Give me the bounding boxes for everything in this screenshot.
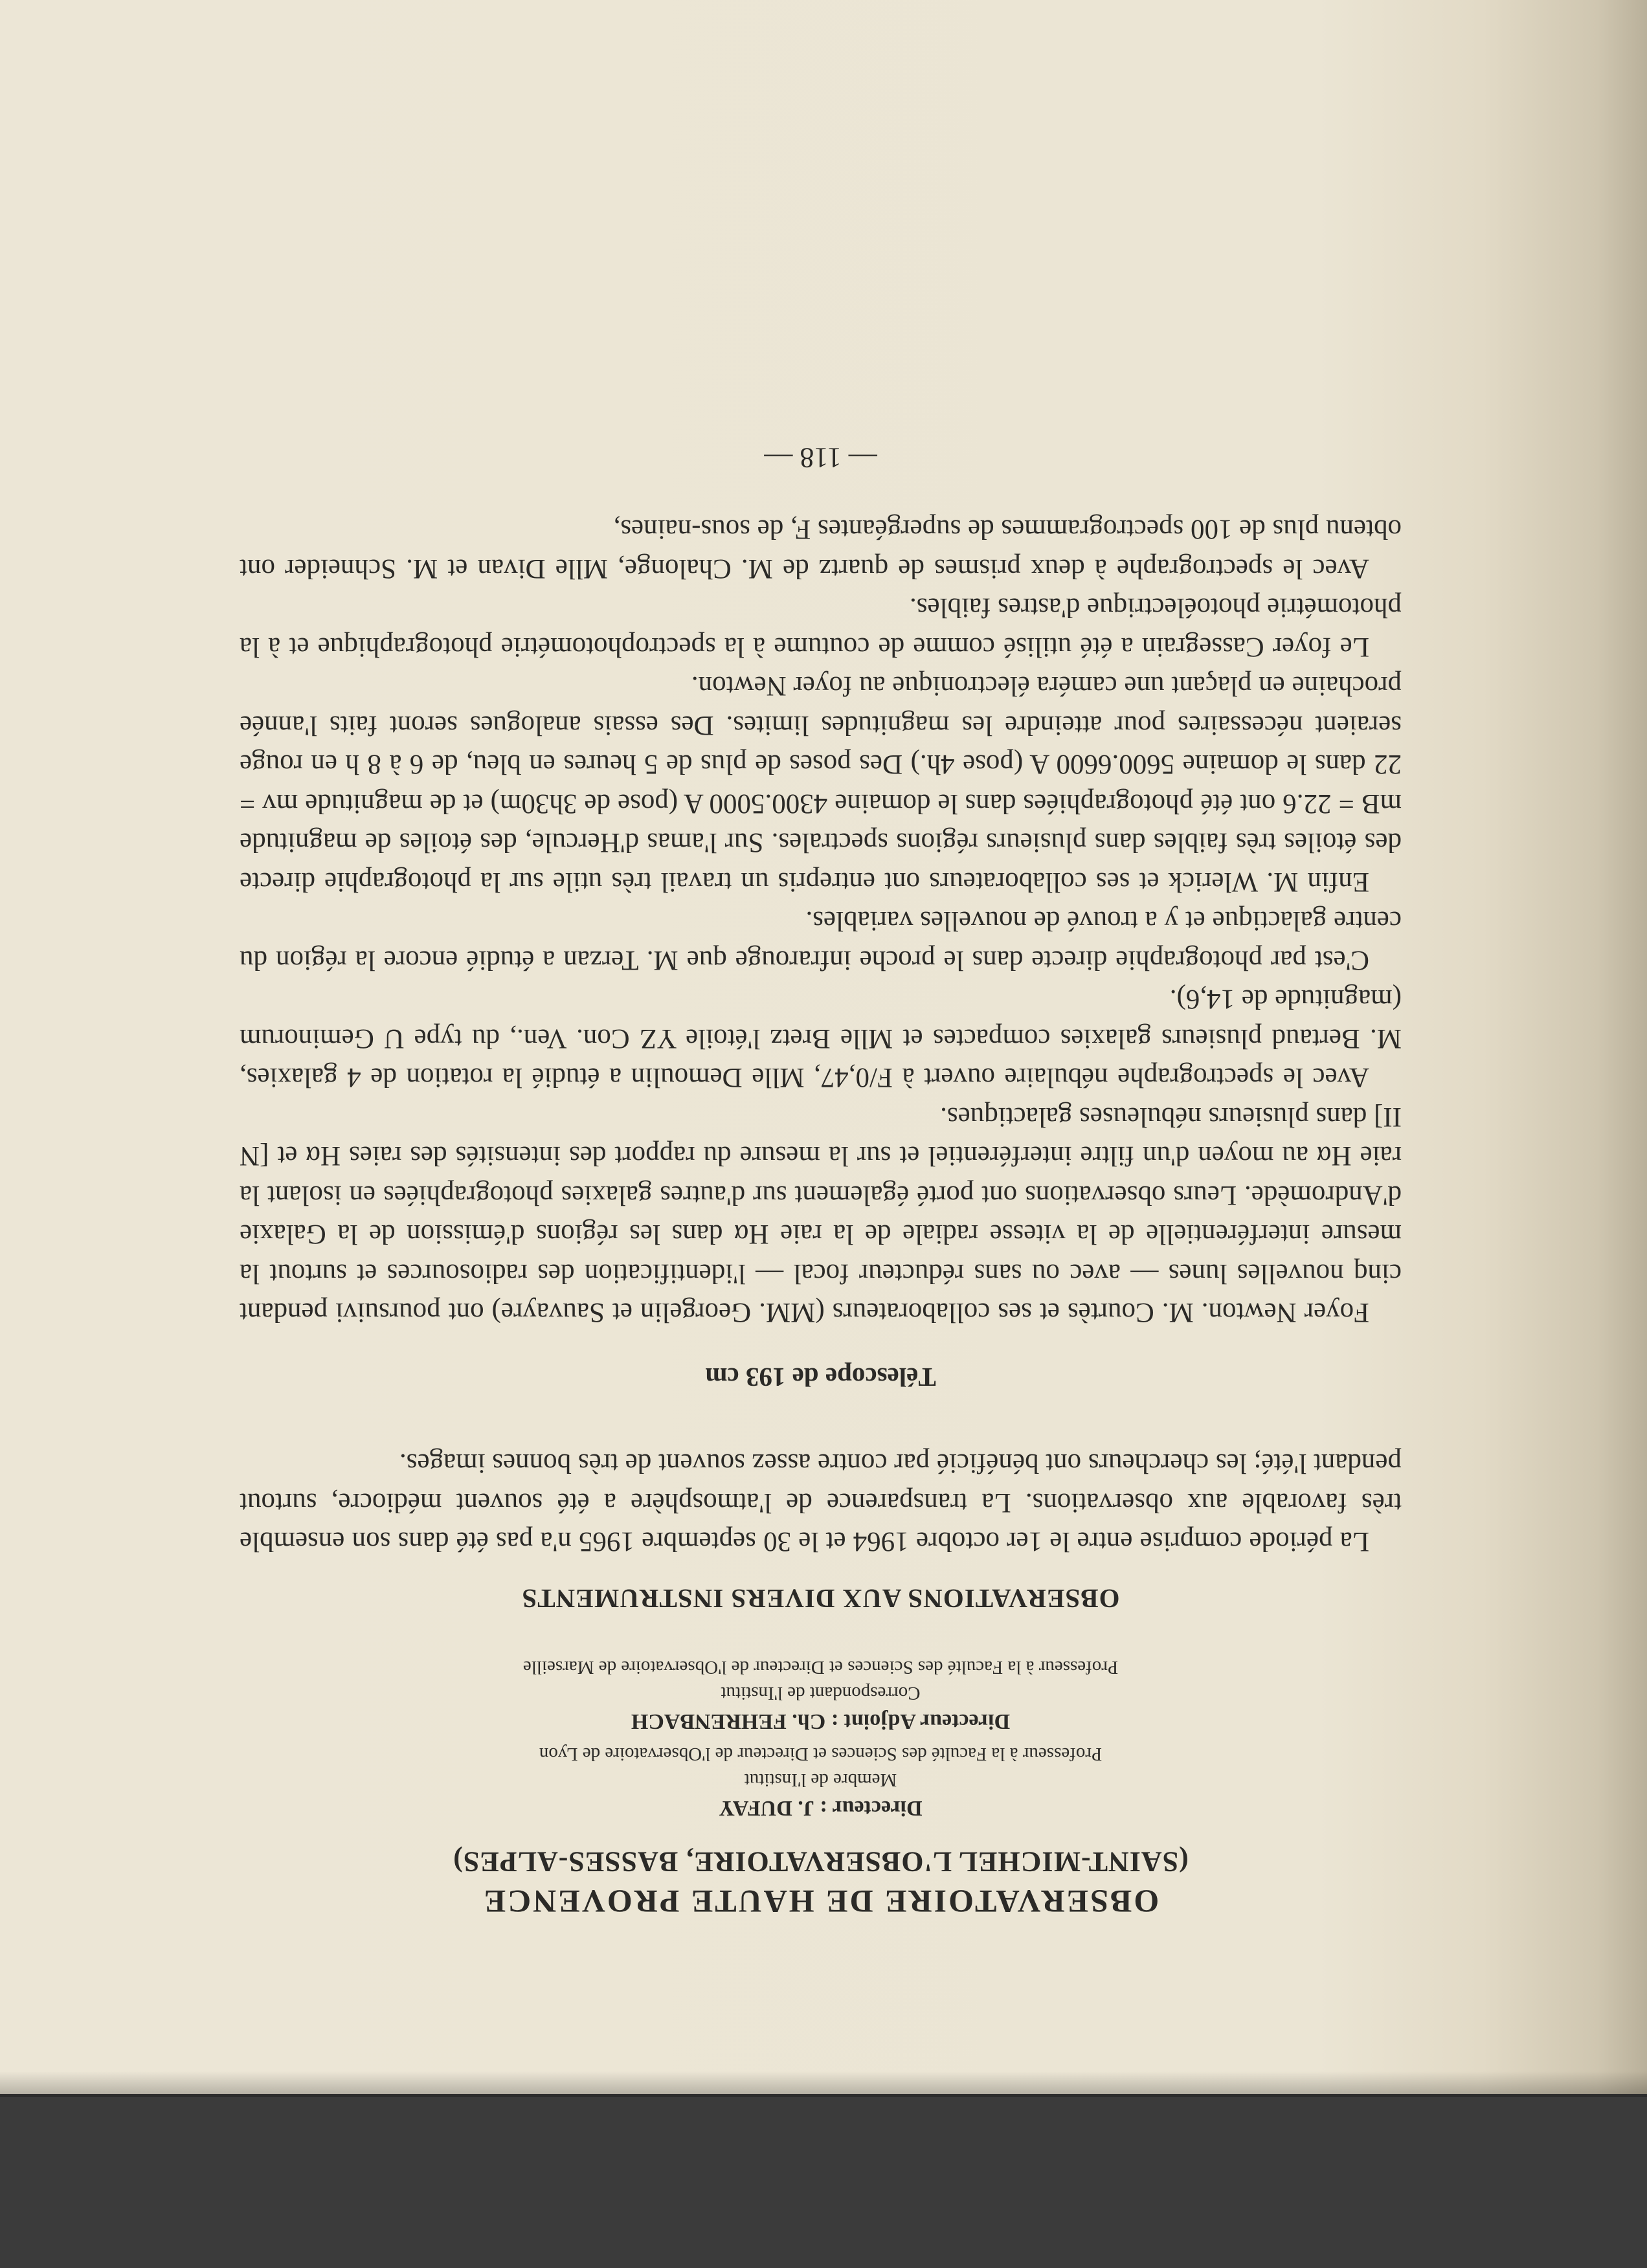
director: Directeur : J. DUFAY xyxy=(719,1796,923,1820)
deputy-line-2: Professeur à la Faculté des Sciences et Directeur de l'Observatoire de Marseille xyxy=(522,1657,1119,1678)
paragraph: Avec le spectrographe à deux prismes de quartz de M. Chalonge, Mlle Divan et M. Schneider ont obtenu plus de 100 spectrogrammes de supergéantes F, de sous-naines, xyxy=(240,514,1402,584)
director-line-2: Professeur à la Faculté des Sciences et Directeur de l'Observatoire de Lyon xyxy=(539,1744,1103,1764)
paragraph: Le foyer Cassegrain a été utilisé comme de coutume à la spectrophotométrie photographique et à la photométrie photoélectrique d'astres faibles. xyxy=(240,592,1402,662)
subsection-title: Télescope de 193 cm xyxy=(705,1362,936,1392)
director-line-1: Membre de l'Institut xyxy=(744,1770,897,1790)
paragraph: Avec le spectrographe nébulaire ouvert à F/0,47, Mlle Demoulin a étudié la rotation de 4 galaxies, M. Bertaud plusieurs galaxies compactes et Mlle Bretz l'étoile YZ Con. Ven., du type U Geminorum (magnitude de 14,6). xyxy=(240,984,1402,1093)
paragraph: Foyer Newton. M. Courtès et ses collaborateurs (MM. Georgelin et Sauvayre) ont poursuivi pendant cinq nouvelles lunes — avec ou sans réducteur focal — l'identification des radiosources et surtout la mesure interférentielle de la vitesse radiale de la raie Hα dans les régions d'émission de la Galaxie d'Andromède. Leurs observations ont porté également sur d'autres galaxies photographiées en isolant la raie Hα au moyen d'un filtre interférentiel et sur la mesure du rapport des intensités des raies Hα et [N II] dans plusieurs nébuleuses galactiques. xyxy=(240,1102,1402,1328)
deputy-line-1: Correspondant de l'Institut xyxy=(721,1683,921,1704)
page-subtitle: (SAINT-MICHEL L'OBSERVATOIRE, BASSES-ALPES) xyxy=(453,1846,1189,1878)
intro-paragraph: La période comprise entre le 1er octobre 1964 et le 30 septembre 1965 n'a pas été dans son ensemble très favorable aux observations. La transparence de l'atmosphère a été souvent médiocre, surtout pendant l'été; les chercheurs ont bénéficié par contre assez souvent de très bonnes images. xyxy=(240,1448,1402,1557)
paragraph: C'est par photographie directe dans le proche infrarouge que M. Terzan a étudié encore la région du centre galactique et y a trouvé de nouvelles variables. xyxy=(240,906,1402,975)
page-number: — 118 — xyxy=(764,442,877,474)
page-title: OBSERVATOIRE DE HAUTE PROVENCE xyxy=(482,1884,1160,1920)
section-title: OBSERVATIONS AUX DIVERS INSTRUMENTS xyxy=(521,1584,1120,1614)
paragraph: Enfin M. Wlerick et ses collaborateurs ont entrepris un travail très utile sur la photographie directe des étoiles très faibles dans plusieurs régions spectrales. Sur l'amas d'Hercule, des étoiles de magnitude mB = 22.6 ont été photographiées dans le domaine 4300.5000 A (pose de 3h30m) et de magnitude mv = 22 dans le domaine 5600.6600 A (pose 4h.) Des poses de plus de 5 heures en bleu, de 6 à 8 h en rouge seraient nécessaires pour atteindre les magnitudes limites. Des essais analogues seront faits l'année prochaine en plaçant une caméra électronique au foyer Newton. xyxy=(240,671,1402,897)
deputy-director: Directeur Adjoint : Ch. FEHRENBACH xyxy=(631,1709,1011,1733)
page-edge-shadow xyxy=(0,2071,1647,2097)
page-content-upside-down xyxy=(240,214,1402,1922)
